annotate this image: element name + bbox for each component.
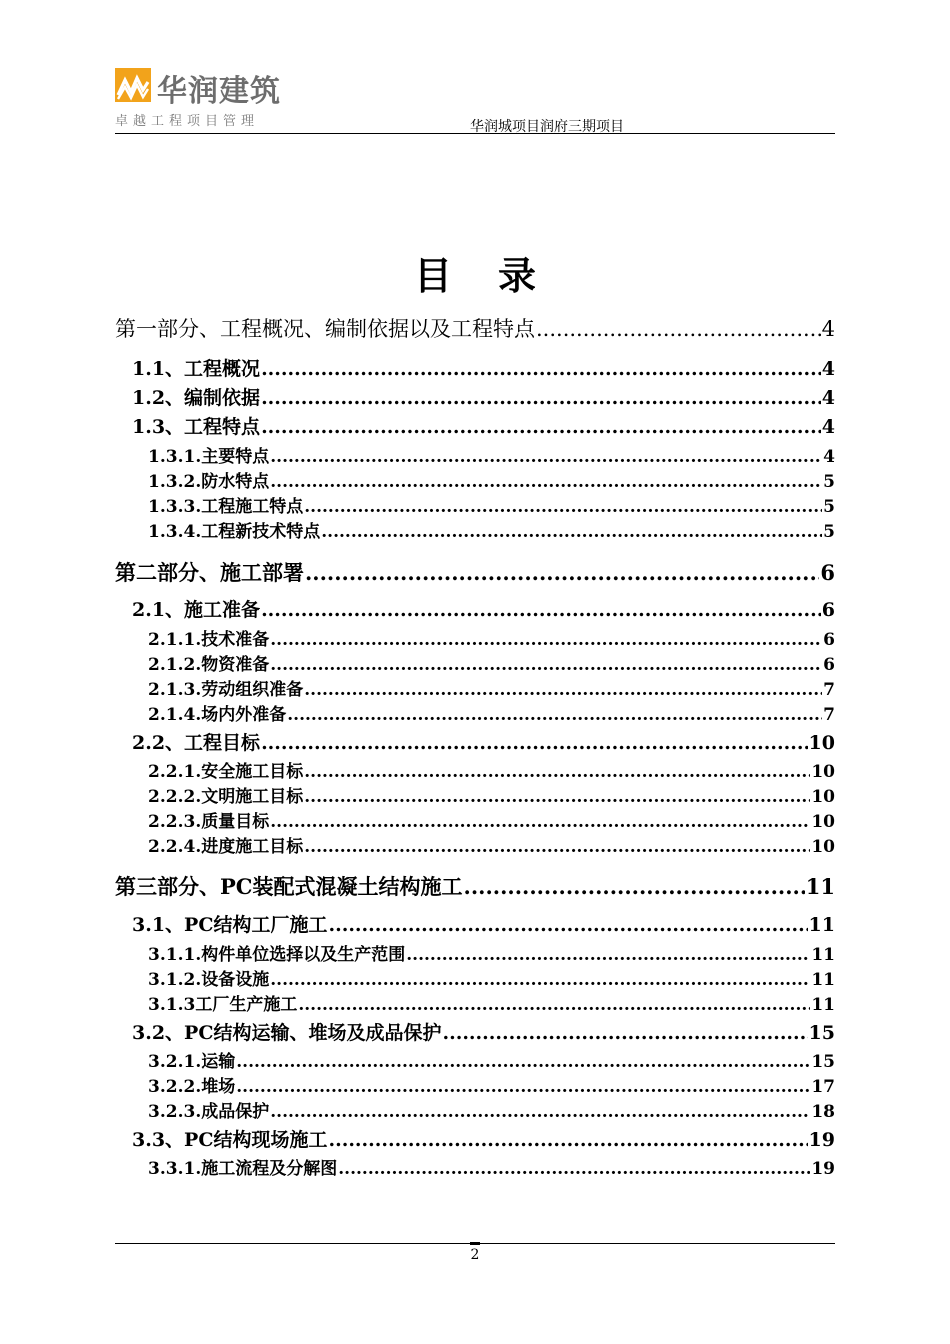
toc-leader	[270, 630, 822, 650]
toc-leader	[270, 970, 810, 990]
toc-entry-label: 3.2.2.堆场	[148, 1077, 236, 1097]
toc-entry-page: 18	[811, 1102, 835, 1122]
toc-leader	[270, 1102, 810, 1122]
toc-entry-label: 2.1、施工准备	[132, 599, 261, 621]
toc-entry-page: 10	[811, 787, 835, 807]
toc-leader	[442, 1022, 807, 1044]
toc-entry-label: 3.1.2.设备设施	[148, 970, 270, 990]
toc-entry-page: 11	[811, 945, 835, 965]
toc-entry-label: 3.1、PC结构工厂施工	[132, 914, 328, 936]
toc-leader	[287, 705, 822, 725]
toc-entry-label: 3.1.1.构件单位选择以及生产范围	[148, 945, 406, 965]
toc-entry[interactable]	[148, 625, 835, 650]
toc-entry-page: 10	[811, 762, 835, 782]
toc-entry-page: 11	[811, 970, 835, 990]
toc-entry-label: 第一部分、工程概况、编制依据以及工程特点	[115, 317, 535, 341]
toc-entry-label: 2.1.4.场内外准备	[148, 705, 287, 725]
toc-leader	[304, 762, 810, 782]
toc-entry[interactable]	[148, 442, 835, 467]
toc-entry[interactable]	[132, 1018, 835, 1045]
logo-slogan: 卓越工程项目管理	[115, 114, 260, 129]
toc-entry-page: 4	[823, 447, 835, 467]
toc-title: 目录	[413, 254, 582, 298]
toc-entry[interactable]	[148, 700, 835, 725]
toc-entry-label: 1.3.4.工程新技术特点	[148, 522, 321, 542]
toc-entry[interactable]	[148, 1154, 835, 1179]
toc-entry[interactable]	[148, 1047, 835, 1072]
toc-entry-page: 6	[820, 560, 835, 585]
toc-leader	[328, 914, 807, 936]
toc-leader	[261, 599, 821, 621]
toc-entry[interactable]	[132, 728, 835, 755]
toc-leader	[338, 1159, 810, 1179]
toc-leader	[270, 472, 822, 492]
toc-entry-label: 2.2.2.文明施工目标	[148, 787, 304, 807]
toc-entry[interactable]	[148, 650, 835, 675]
toc-entry[interactable]	[148, 467, 835, 492]
page-number: 2	[470, 1247, 480, 1263]
toc-entry-label: 1.3.1.主要特点	[148, 447, 270, 467]
toc-entry-page: 11	[808, 914, 835, 936]
toc-entry-page: 7	[823, 705, 835, 725]
toc-entry[interactable]	[148, 807, 835, 832]
toc-entry-label: 2.2.3.质量目标	[148, 812, 270, 832]
toc-leader	[270, 447, 822, 467]
toc-entry[interactable]	[115, 313, 835, 343]
toc-entry-label: 3.2、PC结构运输、堆场及成品保护	[132, 1022, 442, 1044]
toc-leader	[261, 732, 807, 754]
toc-leader	[261, 416, 821, 438]
company-logo	[115, 68, 295, 132]
toc-entry-label: 3.2.1.运输	[148, 1052, 236, 1072]
toc-entry[interactable]	[148, 1072, 835, 1097]
toc-entry-page: 10	[808, 732, 835, 754]
toc-entry[interactable]	[148, 782, 835, 807]
toc-leader	[304, 787, 810, 807]
toc-leader	[270, 812, 810, 832]
logo-mountain-icon	[115, 68, 151, 102]
toc-entry[interactable]	[148, 517, 835, 542]
footer-divider-mark	[470, 1242, 480, 1245]
toc-entry-label: 第三部分、PC装配式混凝土结构施工	[115, 874, 463, 899]
toc-leader	[261, 387, 821, 409]
toc-entry[interactable]	[115, 871, 835, 901]
toc-entry-label: 2.2.4.进度施工目标	[148, 837, 304, 857]
toc-leader	[304, 497, 822, 517]
toc-entry-page: 6	[823, 655, 835, 675]
toc-leader	[261, 358, 821, 380]
toc-entry-label: 2.2.1.安全施工目标	[148, 762, 304, 782]
toc-entry-label: 第二部分、施工部署	[115, 560, 304, 585]
toc-entry-page: 4	[821, 358, 835, 380]
toc-entry-page: 4	[821, 317, 835, 341]
toc-entry[interactable]	[148, 990, 835, 1015]
toc-entry[interactable]	[115, 557, 835, 587]
toc-entry-page: 5	[823, 472, 835, 492]
toc-entry-page: 6	[821, 599, 835, 621]
toc-leader	[536, 317, 821, 341]
toc-leader	[328, 1129, 807, 1151]
toc-leader	[464, 874, 805, 899]
toc-entry-label: 2.1.3.劳动组织准备	[148, 680, 304, 700]
toc-entry-page: 4	[821, 416, 835, 438]
toc-leader	[236, 1077, 810, 1097]
toc-entry[interactable]	[132, 595, 835, 622]
toc-leader	[406, 945, 810, 965]
toc-entry[interactable]	[132, 412, 835, 439]
toc-entry-page: 17	[811, 1077, 835, 1097]
toc-entry[interactable]	[148, 832, 835, 857]
toc-entry-page: 5	[823, 522, 835, 542]
toc-entry-label: 2.1.1.技术准备	[148, 630, 270, 650]
toc-entry[interactable]	[148, 1097, 835, 1122]
toc-entry-page: 7	[823, 680, 835, 700]
toc-entry-label: 3.2.3.成品保护	[148, 1102, 270, 1122]
toc-entry-page: 19	[808, 1129, 835, 1151]
toc-entry[interactable]	[148, 965, 835, 990]
toc-entry-page: 5	[823, 497, 835, 517]
toc-entry[interactable]	[148, 675, 835, 700]
toc-leader	[304, 680, 822, 700]
toc-entry-label: 3.3.1.施工流程及分解图	[148, 1159, 338, 1179]
toc-entry-page: 10	[811, 812, 835, 832]
toc-entry-label: 3.1.3工厂生产施工	[148, 995, 298, 1015]
toc-entry-label: 3.3、PC结构现场施工	[132, 1129, 328, 1151]
toc-entry[interactable]	[148, 940, 835, 965]
toc-entry-label: 2.2、工程目标	[132, 732, 261, 754]
toc-entry-label: 1.1、工程概况	[132, 358, 261, 380]
toc-entry[interactable]	[148, 757, 835, 782]
toc-entry-page: 15	[808, 1022, 835, 1044]
header-project-name: 华润城项目润府三期项目	[470, 119, 624, 135]
toc-entry-page: 15	[811, 1052, 835, 1072]
toc-entry[interactable]	[132, 1125, 835, 1152]
toc-entry-label: 2.1.2.物资准备	[148, 655, 270, 675]
toc-leader	[298, 995, 810, 1015]
header-divider	[115, 133, 835, 134]
toc-entry[interactable]	[148, 492, 835, 517]
toc-leader	[270, 655, 822, 675]
toc-entry-label: 1.2、编制依据	[132, 387, 261, 409]
toc-entry-label: 1.3.2.防水特点	[148, 472, 270, 492]
toc-entry-page: 11	[811, 995, 835, 1015]
toc-entry-page: 19	[811, 1159, 835, 1179]
toc-entry-page: 4	[821, 387, 835, 409]
toc-entry-label: 1.3、工程特点	[132, 416, 261, 438]
toc-entry-page: 10	[811, 837, 835, 857]
toc-entry-label: 1.3.3.工程施工特点	[148, 497, 304, 517]
logo-company-name: 华润建筑	[157, 74, 281, 109]
toc-entry-page: 11	[805, 874, 835, 899]
toc-entry[interactable]	[132, 383, 835, 410]
toc-leader	[321, 522, 822, 542]
toc-entry[interactable]	[132, 354, 835, 381]
toc-entry[interactable]	[132, 910, 835, 937]
toc-entry-page: 6	[823, 630, 835, 650]
toc-leader	[305, 560, 819, 585]
toc-leader	[304, 837, 810, 857]
toc-leader	[236, 1052, 810, 1072]
